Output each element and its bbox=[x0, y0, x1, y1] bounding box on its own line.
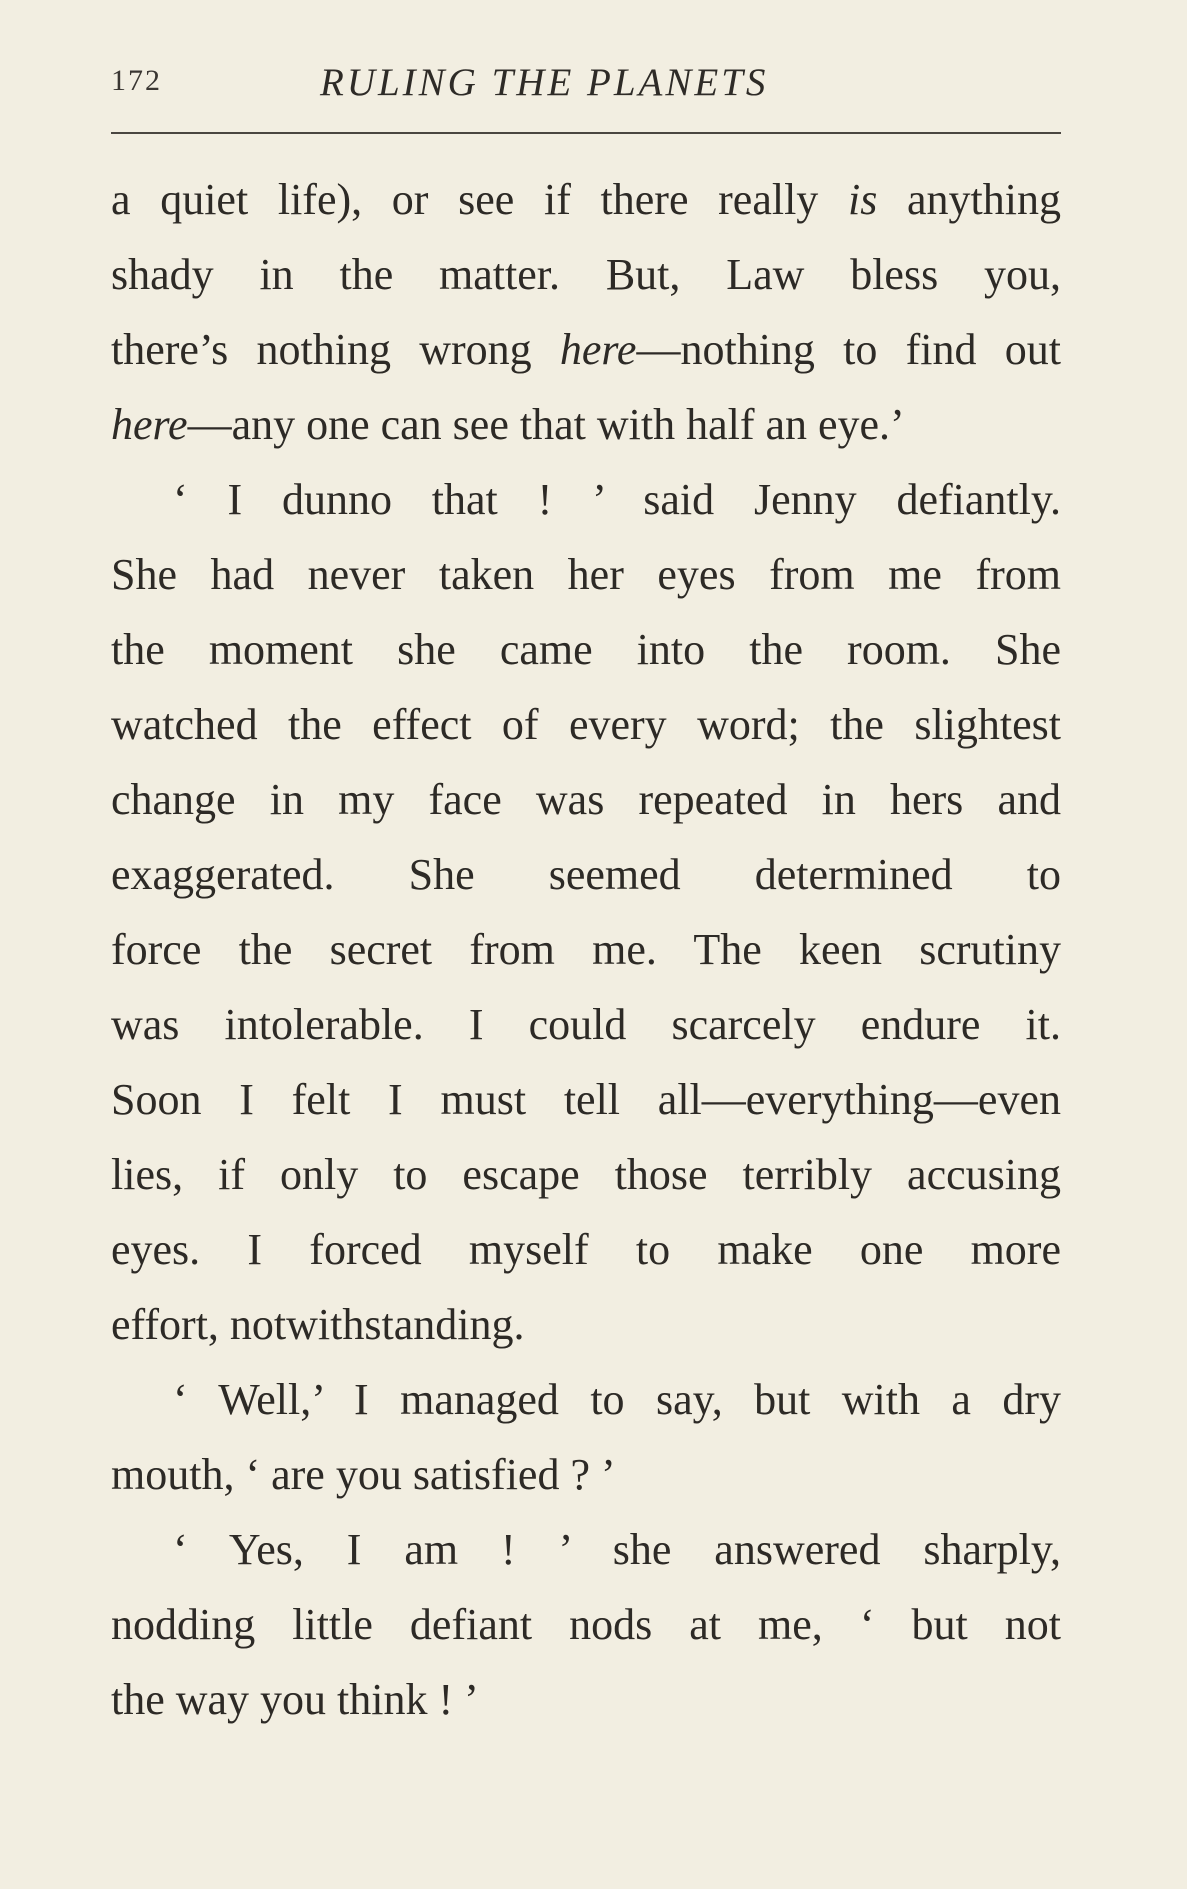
body-text bbox=[111, 170, 1061, 1745]
paragraph-start-line: ‘ I dunno that ! ’ said Jenny defiantly. bbox=[173, 475, 1061, 524]
text-line: shady in the matter. But, Law bless you, bbox=[111, 250, 1061, 299]
text-line: the way you think ! ’ bbox=[111, 1675, 479, 1724]
text-line: watched the effect of every word; the slightest bbox=[111, 700, 1061, 749]
text-line: She had never taken her eyes from me from bbox=[111, 550, 1061, 599]
running-title: RULING THE PLANETS bbox=[320, 61, 769, 104]
text-line: the moment she came into the room. She bbox=[111, 625, 1061, 674]
text-line: eyes. I forced myself to make one more bbox=[111, 1225, 1061, 1274]
text-line: exaggerated. She seemed determined to bbox=[111, 850, 1061, 899]
header-rule bbox=[111, 132, 1061, 134]
text-line: nodding little defiant nods at me, ‘ but not bbox=[111, 1600, 1061, 1649]
paragraph-start-line: ‘ Well,’ I managed to say, but with a dry bbox=[173, 1375, 1061, 1424]
text-line: effort, notwithstanding. bbox=[111, 1300, 525, 1349]
text-line: Soon I felt I must tell all—everything—even bbox=[111, 1075, 1061, 1124]
page-number: 172 bbox=[111, 64, 162, 97]
text-line: mouth, ‘ are you satisfied ? ’ bbox=[111, 1450, 616, 1499]
paragraph-start-line: ‘ Yes, I am ! ’ she answered sharply, bbox=[173, 1525, 1061, 1574]
text-line: a quiet life), or see if there really is anything bbox=[111, 175, 1061, 224]
text-line: lies, if only to escape those terribly accusing bbox=[111, 1150, 1061, 1199]
text-line: change in my face was repeated in hers and bbox=[111, 775, 1061, 824]
running-head bbox=[111, 58, 1061, 108]
text-line: there’s nothing wrong here—nothing to find out bbox=[111, 325, 1061, 374]
text-line: force the secret from me. The keen scrutiny bbox=[111, 925, 1061, 974]
text-line: here—any one can see that with half an eye.’ bbox=[111, 400, 905, 449]
text-line: was intolerable. I could scarcely endure it. bbox=[111, 1000, 1061, 1049]
